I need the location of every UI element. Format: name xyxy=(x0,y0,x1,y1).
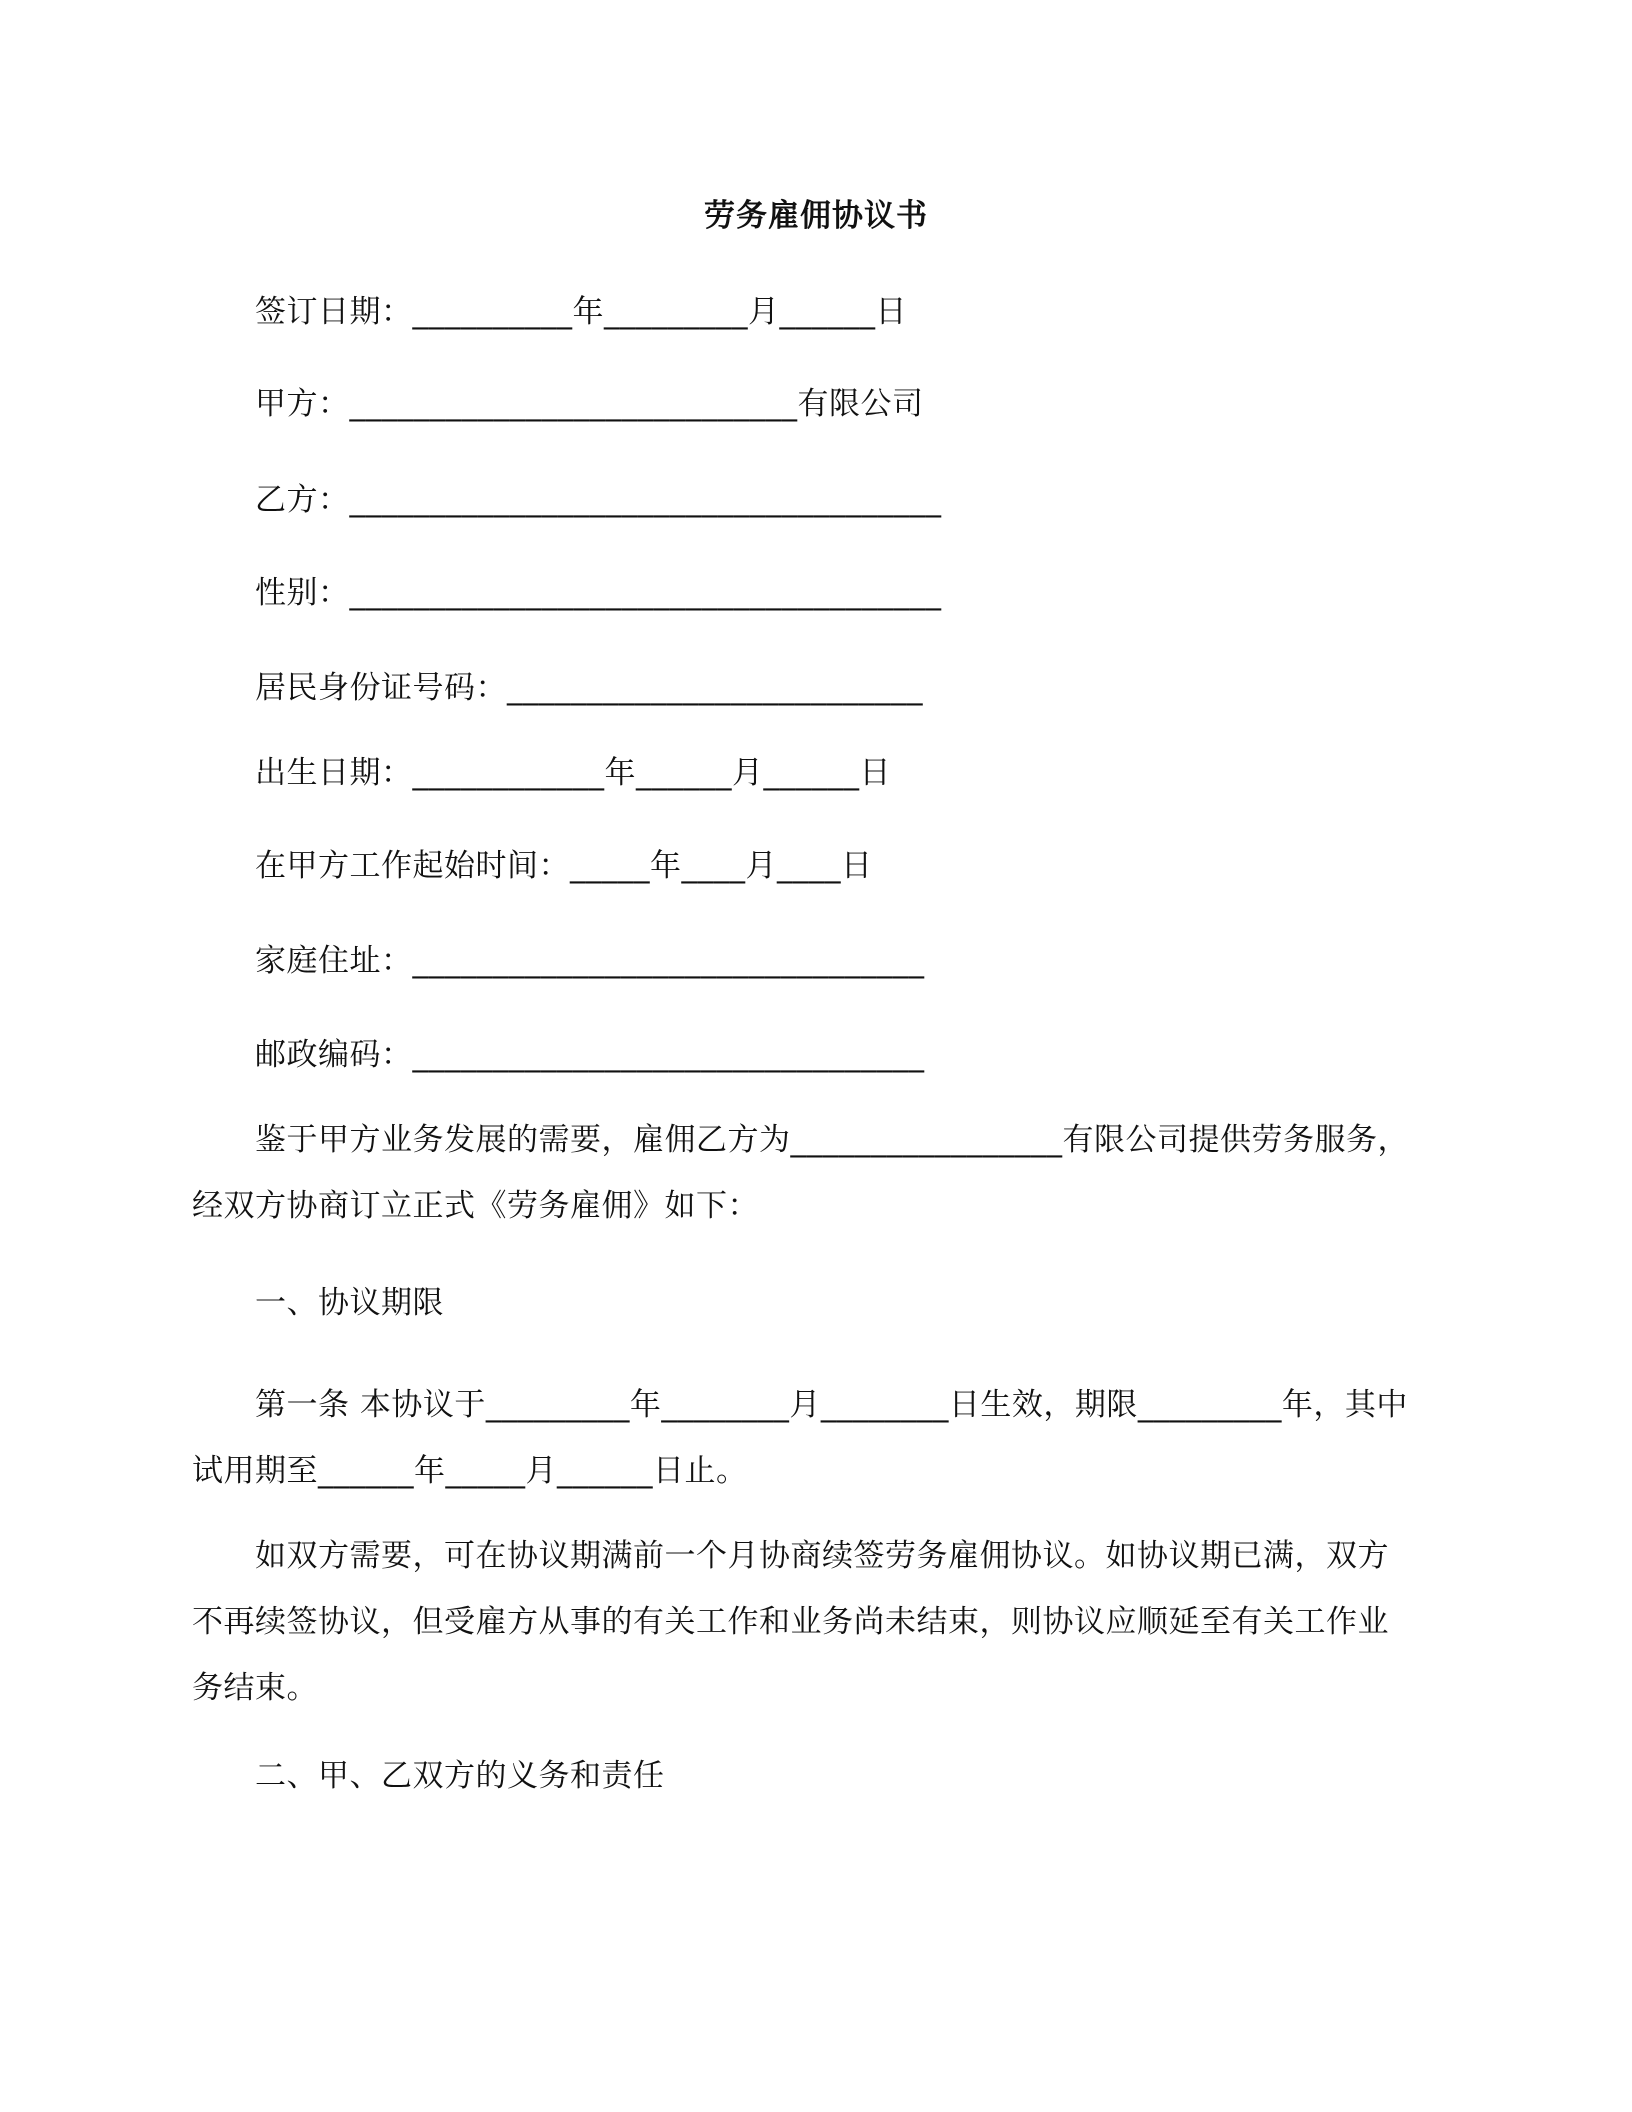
gender-field: 性别：_____________________________________ xyxy=(255,575,942,611)
article-1-paragraph: 第一条 本协议于_________年________月________日生效，期限_________年，其中试用期至______年_____月______日止。 xyxy=(192,1387,1408,1489)
home-address-field: 家庭住址：________________________________ xyxy=(255,943,925,979)
birth-date-field: 出生日期：____________年______月______日 xyxy=(255,755,891,791)
party-a-field: 甲方：____________________________有限公司 xyxy=(255,386,924,422)
postal-code-field: 邮政编码：________________________________ xyxy=(255,1037,925,1073)
preamble-paragraph: 鉴于甲方业务发展的需要，雇佣乙方为_________________有限公司提供劳务服务，经双方协商订立正式《劳务雇佣》如下： xyxy=(192,1122,1409,1224)
document-title: 劳务雇佣协议书 xyxy=(704,198,928,234)
section-2-heading: 二、甲、乙双方的义务和责任 xyxy=(255,1758,665,1794)
id-number-field: 居民身份证号码：__________________________ xyxy=(255,670,923,706)
start-date-field: 在甲方工作起始时间：_____年____月____日 xyxy=(255,848,873,884)
article-1-note-paragraph: 如双方需要，可在协议期满前一个月协商续签劳务雇佣协议。如协议期已满，双方不再续签协议，但受雇方从事的有关工作和业务尚未结束，则协议应顺延至有关工作业务结束。 xyxy=(192,1538,1389,1706)
signing-date-field: 签订日期：__________年_________月______日 xyxy=(255,294,907,330)
section-1-heading: 一、协议期限 xyxy=(255,1285,444,1321)
party-b-field: 乙方：_____________________________________ xyxy=(255,482,942,518)
